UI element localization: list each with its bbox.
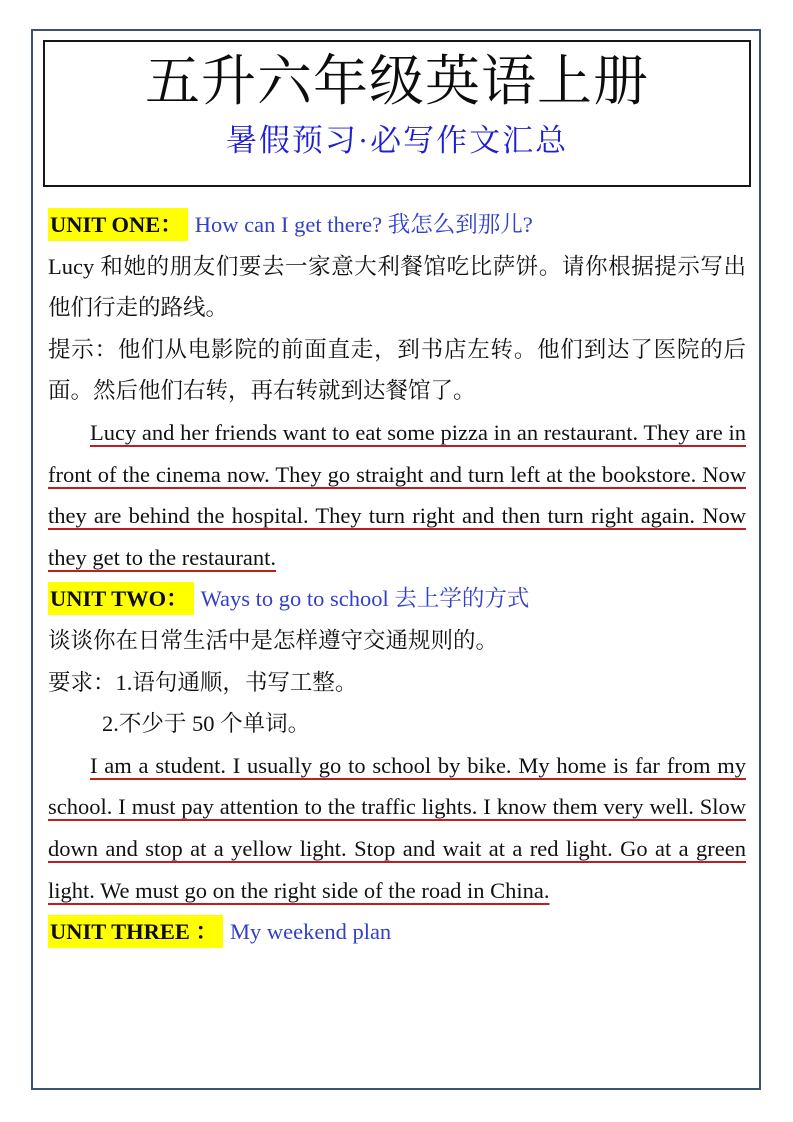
document-body [33,187,759,953]
title-box [43,40,751,187]
unit-two-topic: Ways to go to school 去上学的方式 [200,586,530,612]
unit-two-label: UNIT TWO： [48,582,194,615]
document-title: 五升六年级英语上册 [144,51,649,112]
document-subtitle: 暑假预习·必写作文汇总 [225,123,569,158]
page-frame [31,29,761,1090]
unit-one-essay: Lucy and her friends want to eat some pizza in an restaurant. They are in front of the cinema now. They go straight and turn left at the bookstore. Now they are behind the hospital. They turn right and then turn right again. Now they get to the restaurant. [48,419,746,570]
unit-three-heading [48,911,746,953]
unit-two-task: 谈谈你在日常生活中是怎样遵守交通规则的。 [48,627,499,653]
unit-one-intro: Lucy 和她的朋友们要去一家意大利餐馆吃比萨饼。请你根据提示写出他们行走的路线。 [48,253,746,321]
unit-one-label: UNIT ONE： [48,208,188,241]
unit-one-topic: How can I get there? 我怎么到那儿? [194,212,533,237]
unit-one-heading [48,204,746,246]
unit-two-essay: I am a student. I usually go to school by bike. My home is far from my school. I must pay attention to the traffic lights. I know them very well. Slow down and stop at a yellow light. Stop and wait at a red light. Go at a green light. We must go on the right side of the road in China. [48,752,746,903]
unit-two-requirement-2: 2.不少于 50 个单词。 [102,711,311,737]
unit-one-hint: 提示：他们从电影院的前面直走，到书店左转。他们到达了医院的后面。然后他们右转，再右转就到达餐馆了。 [48,336,746,404]
unit-three-topic: My weekend plan [229,919,392,945]
unit-three-label: UNIT THREE ： [48,915,223,948]
unit-two-heading [48,578,746,620]
unit-two-requirement-1: 要求：1.语句通顺，书写工整。 [48,669,358,695]
